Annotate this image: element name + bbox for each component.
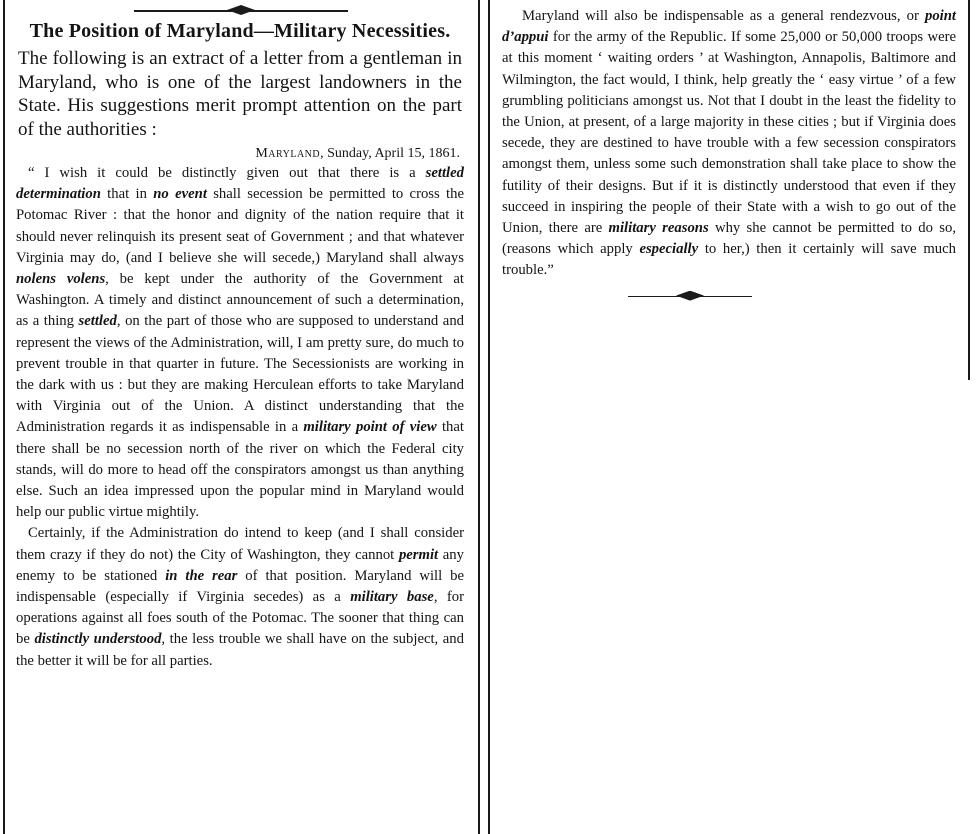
text-run: “ I wish it could be distinctly given out that there is a bbox=[28, 165, 426, 181]
text-run: that in bbox=[100, 186, 154, 203]
text-run: Maryland will also be indispensable as a general rendezvous, or bbox=[522, 8, 925, 24]
italic-run: settled bbox=[78, 313, 117, 330]
italic-run: permit bbox=[398, 546, 439, 563]
italic-run: military point of view bbox=[303, 419, 437, 436]
text-run: to her,) then it certainly will save much trouble.” bbox=[502, 241, 956, 279]
text-run: , the less trouble we shall have on the subject, and the better it will be for all parties. bbox=[16, 631, 464, 669]
center-column-rule-inner bbox=[488, 0, 490, 834]
text-run: Certainly, if the Administration do intend to keep (and I shall consider them crazy if they do not) the City of Washington, they cannot bbox=[16, 525, 464, 563]
paragraph-2 bbox=[16, 523, 464, 671]
dateline bbox=[14, 144, 462, 163]
text-run: shall secession be permitted to cross the Potomac River : that the honor and dignity of the nation require that it should never relinquish its present seat of Government ; and that whatever Virginia may do, (and I believe she will secede,) Maryland shall always bbox=[16, 186, 464, 266]
italic-run: military base bbox=[350, 589, 434, 606]
paragraph-3 bbox=[502, 6, 956, 282]
text-run: , be kept under the authority of the Government at Washington. A timely and distinct announcement of such a determination, as a thing bbox=[16, 271, 464, 330]
column-left bbox=[14, 0, 466, 672]
text-run: of that position. Maryland will be indispensable (especially if Virginia secedes) as a bbox=[16, 567, 465, 606]
italic-run: especially bbox=[639, 241, 699, 258]
italic-run: in the rear bbox=[165, 567, 238, 584]
article-body-continued bbox=[502, 6, 956, 282]
end-of-article-ornament bbox=[500, 286, 958, 306]
italic-run: military reasons bbox=[608, 220, 709, 237]
text-run: for the army of the Republic. If some 25,000 or 50,000 troops were at this moment ‘ waiting orders ’ at Washington, Annapolis, Baltimore and Wilmington, the fact would, I think, help greatly the ‘ easy virtue ’ of a few grumbling politicians amongst us. Not that I doubt in the least the fidelity to the Union, at present, of a large majority in these cities ; but if Virginia does secede, they are destined to have trouble with a few secession conspirators amongst them, unless some such demonstration shall take place to show the futility of their designs. But if it is distinctly understood that even if they succeed in inspiring the people of their State with a wish to go out of the Union, there are bbox=[502, 29, 956, 237]
text-run: any enemy to be stationed bbox=[16, 546, 464, 584]
text-run: that there shall be no secession north of the river on which the Federal city stands, will do more to head off the conspirators amongst us than anything else. Such an idea impressed upon the popular mind in Maryland would help our public virtue mightily. bbox=[16, 419, 465, 521]
text-run: why she cannot be permitted to do so, (reasons which apply bbox=[502, 220, 956, 258]
lead-paragraph: The following is an extract of a letter from a gentleman in Maryland, who is one of the largest landowners in the State. His suggestions merit prompt attention on the part of the authorities : bbox=[18, 48, 462, 140]
center-column-rule bbox=[478, 0, 480, 834]
italic-run: no event bbox=[153, 186, 207, 203]
dateline-place: Maryland bbox=[255, 146, 321, 161]
italic-run: point d’appui bbox=[502, 8, 956, 46]
dateline-date: , Sunday, April 15, 1861. bbox=[320, 146, 460, 161]
text-run: , on the part of those who are supposed to understand and represent the views of the Administration, will, I am pretty sure, do much to prevent trouble in that quarter in future. The Secessionists are working in the dark with us : but they are making Herculean efforts to take Maryland with Virginia out of the Union. A distinct understanding that the Administration regards it as indispensable in a bbox=[16, 313, 465, 436]
top-rule-ornament bbox=[14, 0, 466, 20]
paragraph-1 bbox=[16, 163, 464, 523]
text-run: , for operations against all foes south of the Potomac. The sooner that thing can be bbox=[16, 589, 464, 648]
italic-run: distinctly understood bbox=[34, 631, 162, 648]
article-body bbox=[16, 163, 464, 672]
italic-run: nolens volens bbox=[16, 271, 106, 288]
italic-run: settled determination bbox=[16, 165, 464, 203]
left-column-rule bbox=[3, 0, 5, 834]
right-column-rule bbox=[968, 0, 970, 380]
headline: The Position of Maryland—Military Necessities. bbox=[29, 20, 451, 42]
column-right bbox=[500, 0, 958, 306]
